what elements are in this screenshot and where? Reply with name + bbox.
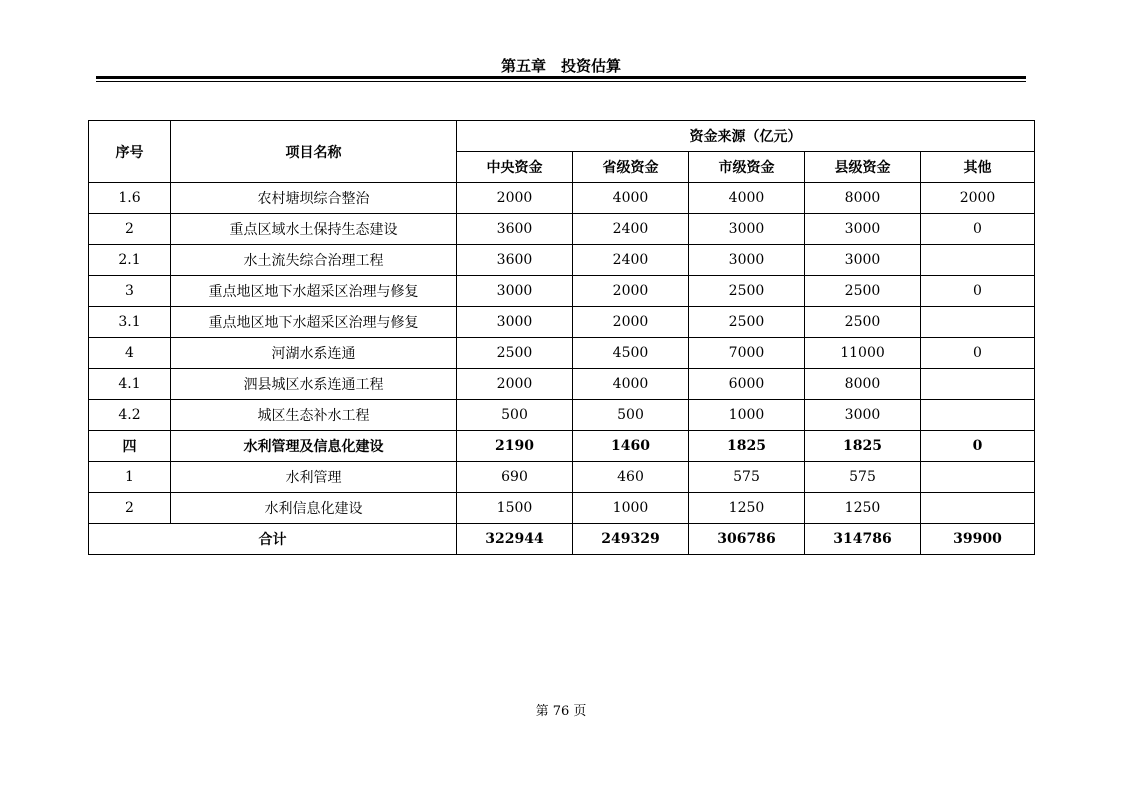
cell-name: 农村塘坝综合整治 <box>171 183 457 214</box>
cell-other <box>921 462 1035 493</box>
cell-county: 3000 <box>805 245 921 276</box>
cell-name: 水利信息化建设 <box>171 493 457 524</box>
cell-provincial: 2400 <box>573 214 689 245</box>
cell-city: 2500 <box>689 276 805 307</box>
cell-total-county: 314786 <box>805 524 921 555</box>
cell-provincial: 2000 <box>573 307 689 338</box>
cell-central: 3000 <box>457 307 573 338</box>
cell-name: 水利管理及信息化建设 <box>171 431 457 462</box>
cell-city: 3000 <box>689 245 805 276</box>
cell-central: 500 <box>457 400 573 431</box>
table-row <box>89 183 1035 214</box>
cell-provincial: 2000 <box>573 276 689 307</box>
cell-total-central: 322944 <box>457 524 573 555</box>
cell-provincial: 500 <box>573 400 689 431</box>
cell-other <box>921 493 1035 524</box>
table-row-section <box>89 431 1035 462</box>
table-row <box>89 276 1035 307</box>
cell-central: 2000 <box>457 369 573 400</box>
cell-provincial: 4000 <box>573 183 689 214</box>
cell-city: 1250 <box>689 493 805 524</box>
cell-seq: 4 <box>89 338 171 369</box>
cell-seq: 2 <box>89 214 171 245</box>
table-row <box>89 493 1035 524</box>
cell-county: 8000 <box>805 369 921 400</box>
cell-provincial: 1460 <box>573 431 689 462</box>
cell-total-provincial: 249329 <box>573 524 689 555</box>
cell-central: 2500 <box>457 338 573 369</box>
cell-city: 4000 <box>689 183 805 214</box>
cell-other: 0 <box>921 214 1035 245</box>
cell-total-label: 合计 <box>89 524 457 555</box>
cell-county: 2500 <box>805 307 921 338</box>
header-other: 其他 <box>921 152 1035 183</box>
header-provincial: 省级资金 <box>573 152 689 183</box>
header-central: 中央资金 <box>457 152 573 183</box>
cell-city: 7000 <box>689 338 805 369</box>
cell-total-city: 306786 <box>689 524 805 555</box>
cell-other: 2000 <box>921 183 1035 214</box>
table-row <box>89 245 1035 276</box>
cell-city: 2500 <box>689 307 805 338</box>
cell-county: 11000 <box>805 338 921 369</box>
cell-name: 重点地区地下水超采区治理与修复 <box>171 307 457 338</box>
header-rule-thin <box>96 81 1026 82</box>
cell-other: 0 <box>921 431 1035 462</box>
cell-other <box>921 400 1035 431</box>
table-row-total <box>89 524 1035 555</box>
cell-city: 575 <box>689 462 805 493</box>
table-row <box>89 369 1035 400</box>
cell-central: 3600 <box>457 214 573 245</box>
cell-seq: 四 <box>89 431 171 462</box>
cell-seq: 4.2 <box>89 400 171 431</box>
table-row <box>89 400 1035 431</box>
cell-name: 重点区域水土保持生态建设 <box>171 214 457 245</box>
cell-name: 重点地区地下水超采区治理与修复 <box>171 276 457 307</box>
header-seq: 序号 <box>89 121 171 183</box>
cell-county: 1250 <box>805 493 921 524</box>
cell-county: 575 <box>805 462 921 493</box>
cell-other <box>921 245 1035 276</box>
cell-county: 3000 <box>805 400 921 431</box>
cell-central: 1500 <box>457 493 573 524</box>
chapter-title: 第五章 投资估算 <box>500 57 621 75</box>
cell-seq: 2 <box>89 493 171 524</box>
cell-provincial: 2400 <box>573 245 689 276</box>
cell-seq: 1 <box>89 462 171 493</box>
table-row <box>89 462 1035 493</box>
cell-seq: 2.1 <box>89 245 171 276</box>
cell-city: 1825 <box>689 431 805 462</box>
cell-name: 水利管理 <box>171 462 457 493</box>
cell-central: 2190 <box>457 431 573 462</box>
cell-county: 2500 <box>805 276 921 307</box>
header-rule-thick <box>96 76 1026 79</box>
cell-central: 2000 <box>457 183 573 214</box>
cell-provincial: 4000 <box>573 369 689 400</box>
cell-provincial: 460 <box>573 462 689 493</box>
cell-other <box>921 307 1035 338</box>
cell-other: 0 <box>921 276 1035 307</box>
cell-central: 690 <box>457 462 573 493</box>
header-project-name: 项目名称 <box>171 121 457 183</box>
cell-name: 河湖水系连通 <box>171 338 457 369</box>
table-row <box>89 338 1035 369</box>
cell-name: 城区生态补水工程 <box>171 400 457 431</box>
page-number: 第 76 页 <box>535 704 587 719</box>
cell-seq: 4.1 <box>89 369 171 400</box>
cell-city: 3000 <box>689 214 805 245</box>
cell-name: 泗县城区水系连通工程 <box>171 369 457 400</box>
table-row <box>89 214 1035 245</box>
header-funding-source: 资金来源（亿元） <box>457 121 1035 152</box>
cell-seq: 3.1 <box>89 307 171 338</box>
cell-county: 1825 <box>805 431 921 462</box>
header-county: 县级资金 <box>805 152 921 183</box>
cell-other <box>921 369 1035 400</box>
cell-county: 3000 <box>805 214 921 245</box>
cell-name: 水土流失综合治理工程 <box>171 245 457 276</box>
investment-table <box>88 120 1035 555</box>
cell-total-other: 39900 <box>921 524 1035 555</box>
table-row <box>89 307 1035 338</box>
cell-central: 3000 <box>457 276 573 307</box>
cell-central: 3600 <box>457 245 573 276</box>
cell-city: 6000 <box>689 369 805 400</box>
cell-seq: 3 <box>89 276 171 307</box>
cell-other: 0 <box>921 338 1035 369</box>
cell-seq: 1.6 <box>89 183 171 214</box>
cell-county: 8000 <box>805 183 921 214</box>
cell-provincial: 4500 <box>573 338 689 369</box>
cell-city: 1000 <box>689 400 805 431</box>
cell-provincial: 1000 <box>573 493 689 524</box>
header-city: 市级资金 <box>689 152 805 183</box>
